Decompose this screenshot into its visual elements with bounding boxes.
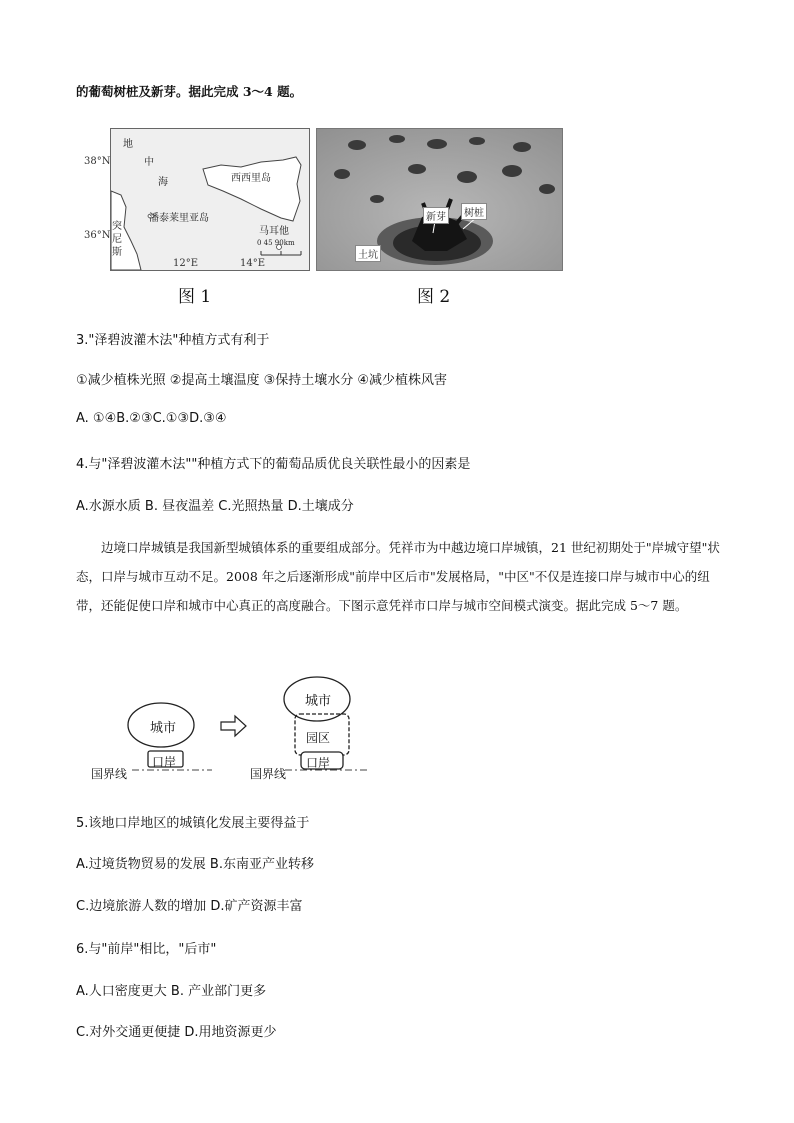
diagram-port-left: 口岸: [152, 755, 177, 769]
label-pantelleria: 潘泰莱里亚岛: [149, 213, 209, 224]
photo-frame: [316, 128, 563, 271]
label-pit: 土坑: [355, 245, 381, 262]
map-frame: [110, 128, 310, 271]
label-stump: 树桩: [461, 203, 487, 220]
label-di: 地: [123, 139, 133, 150]
intro-tail: 的葡萄树桩及新芽。据此完成 3～4 题。: [76, 84, 303, 99]
q3-options: ①减少植株光照 ②提高土壤温度 ③保持土壤水分 ④减少植株风害: [76, 373, 448, 388]
q5-choices-2: C.边境旅游人数的增加 D.矿产资源丰富: [76, 899, 303, 914]
label-zhong: 中: [144, 157, 154, 168]
lat-36-label: 36°N: [84, 230, 111, 241]
diagram-port-right: 口岸: [306, 756, 331, 770]
q3-stem: 3."泽碧波灌木法"种植方式有利于: [76, 333, 270, 348]
label-sicily: 西西里岛: [231, 173, 271, 184]
q4-choices: A.水源水质 B. 昼夜温差 C.光照热量 D.土壤成分: [76, 499, 354, 514]
label-malta: 马耳他: [259, 226, 289, 237]
q3-choices: A. ①④B.②③C.①③D.③④: [76, 411, 227, 426]
figure2-caption: 图 2: [417, 287, 451, 307]
passage-2: 边境口岸城镇是我国新型城镇体系的重要组成部分。凭祥市为中越边境口岸城镇，21 世纪初期处于"岸城守望"状态，口岸与城市互动不足。2008 年之后逐渐形成"前岸中区后市"发展格局，"中区"不仅是连接口岸与城市中心的纽带，还能促使口岸和城市中心真正的高度融合。下图示意凭祥市口岸与城市空间模式演变。据此完成 5～7 题。: [76, 540, 720, 613]
lon-12-label: 12°E: [173, 258, 199, 269]
q4-stem: 4.与"泽碧波灌木法""种植方式下的葡萄品质优良关联性最小的因素是: [76, 457, 471, 472]
scale-label: 0 45 90km: [257, 239, 295, 247]
figure1-caption: 图 1: [178, 287, 212, 307]
diagram-svg: [80, 662, 400, 792]
diagram-city-left: 城市: [150, 721, 177, 736]
label-tunisia-3: 斯: [112, 247, 122, 258]
q6-choices-1: A.人口密度更大 B. 产业部门更多: [76, 984, 267, 999]
q5-stem: 5.该地口岸地区的城镇化发展主要得益于: [76, 816, 310, 831]
q6-choices-2: C.对外交通更便捷 D.用地资源更少: [76, 1025, 277, 1040]
label-tunisia-1: 突: [112, 221, 122, 232]
q5-choices-1: A.过境货物贸易的发展 B.东南亚产业转移: [76, 857, 314, 872]
diagram-border-right: 国界线: [250, 767, 287, 781]
photo-svg: [317, 129, 562, 270]
lat-38-label: 38°N: [84, 156, 111, 167]
sicily-shape: [203, 157, 301, 221]
label-hai: 海: [158, 177, 168, 188]
label-tunisia-2: 尼: [112, 234, 122, 245]
diagram-city-right: 城市: [305, 694, 332, 709]
label-new-bud: 新芽: [423, 207, 449, 224]
lon-14-label: 14°E: [240, 258, 266, 269]
diagram-park-right: 园区: [306, 731, 331, 745]
map-svg: [111, 129, 309, 270]
q6-stem: 6.与"前岸"相比，"后市": [76, 942, 217, 957]
diagram-border-left: 国界线: [91, 767, 128, 781]
